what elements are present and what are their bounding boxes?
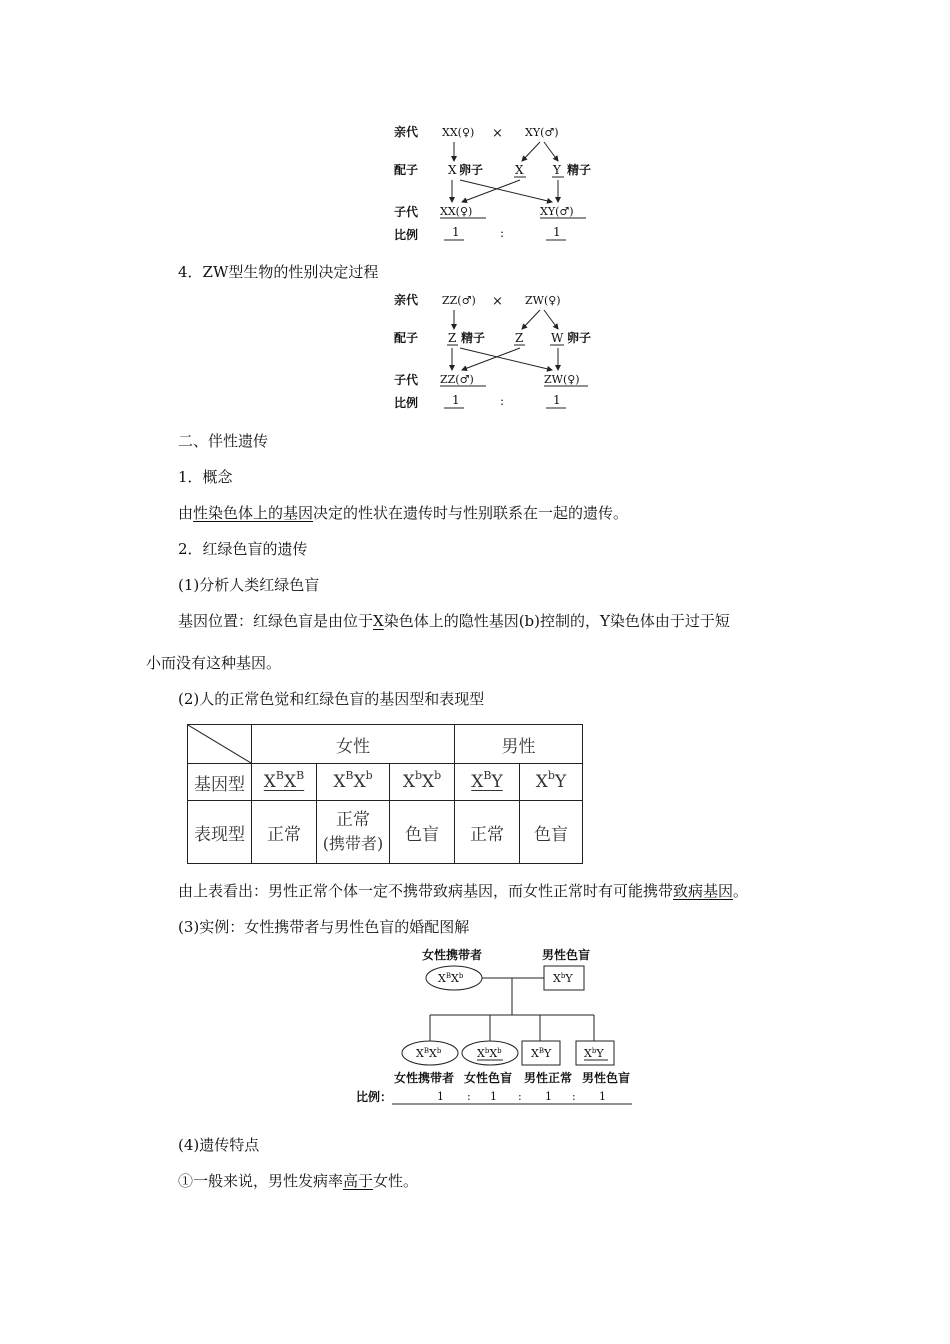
- mother-genotype: $X^BX^b$: [438, 972, 464, 985]
- text: 。: [733, 882, 749, 900]
- child-female: ZW(♀): [544, 373, 580, 386]
- gamete-y: Y: [553, 163, 561, 177]
- text: 基因位置：红绿色盲是由位于: [178, 612, 374, 630]
- genotype-table: [187, 724, 583, 864]
- ratio-value: :: [518, 1090, 522, 1103]
- genotype-cell: $X^BX^B$: [252, 764, 317, 801]
- row-label-offspring: 子代: [394, 205, 419, 219]
- feature-1: [178, 1170, 418, 1191]
- sperm-label: 精子: [567, 163, 592, 177]
- row-label-ratio: 比例: [394, 228, 419, 242]
- subheading-3: (3)实例：女性携带者与男性色盲的婚配图解: [178, 918, 470, 936]
- mother-label: 女性携带者: [422, 948, 483, 962]
- ratio-value: 1: [599, 1090, 606, 1103]
- phenotype-cell: [317, 801, 390, 864]
- ratio-value: 1: [545, 1090, 552, 1103]
- fill-answer: 性染色体上的基因: [193, 504, 314, 522]
- text: 由上表看出：男性正常个体一定不携带致病基因，而女性正常时有可能携带: [178, 882, 674, 900]
- father-label: 男性色盲: [542, 948, 591, 962]
- gamete-w: W: [551, 331, 564, 345]
- phenotype-normal: 正常: [336, 810, 370, 830]
- egg-label: 卵子: [567, 331, 592, 345]
- text: 决定的性状在遗传时与性别联系在一起的遗传。: [313, 504, 629, 522]
- text: 由: [178, 504, 194, 522]
- row-label-offspring: 子代: [394, 373, 419, 387]
- gamete-x: X: [515, 163, 524, 177]
- phenotype-cell: 色盲: [390, 801, 455, 864]
- genotype-row-label: 基因型: [188, 764, 252, 801]
- genotype-cell: $X^bY$: [520, 764, 583, 801]
- ratio-colon: :: [500, 394, 505, 408]
- fill-answer: 致病基因: [673, 882, 734, 900]
- zw-cross-diagram: [390, 286, 610, 414]
- cross-symbol: ×: [492, 126, 503, 141]
- row-label-gamete: 配子: [394, 163, 419, 177]
- phenotype-row-label: 表现型: [188, 801, 252, 864]
- child-label: 男性色盲: [582, 1071, 631, 1085]
- ratio-right: 1: [553, 225, 561, 239]
- ratio-colon: :: [500, 226, 505, 240]
- child-male: ZZ(♂): [440, 373, 474, 386]
- egg-label: 卵子: [459, 163, 484, 177]
- text: 女性。: [373, 1172, 419, 1190]
- ratio-value: :: [467, 1090, 471, 1103]
- row-label-parent: 亲代: [394, 293, 419, 307]
- subheading-1: (1)分析人类红绿色盲: [178, 576, 320, 594]
- child-male: XY(♂): [540, 205, 574, 218]
- subheading-2: (2)人的正常色觉和红绿色盲的基因型和表现型: [178, 690, 485, 708]
- concept-paragraph: [178, 502, 628, 523]
- ratio-label: 比例：: [356, 1090, 393, 1104]
- gene-position-line1: [178, 610, 730, 631]
- svg-text:XBXb: $X^BX^b$: [416, 1047, 442, 1060]
- fill-answer: 高于: [343, 1172, 374, 1190]
- diagonal-header-cell: [188, 725, 252, 764]
- svg-text:XBY: $X^BY$: [531, 1047, 552, 1060]
- phenotype-cell: 色盲: [520, 801, 583, 864]
- sperm-label: 精子: [461, 331, 486, 345]
- text: ①一般来说，男性发病率: [178, 1172, 344, 1190]
- row-label-gamete: 配子: [394, 331, 419, 345]
- ratio-value: 1: [437, 1090, 444, 1103]
- section-heading: 二、伴性遗传: [178, 432, 269, 450]
- ratio-value: :: [572, 1090, 576, 1103]
- zw-heading: 4．ZW型生物的性别决定过程: [178, 263, 379, 281]
- ratio-left: 1: [452, 393, 460, 407]
- child-female: XX(♀): [440, 205, 473, 218]
- phenotype-cell: 正常: [252, 801, 317, 864]
- ratio-right: 1: [553, 393, 561, 407]
- parent-female: ZW(♀): [525, 294, 561, 307]
- ratio-left: 1: [452, 225, 460, 239]
- xy-cross-diagram: [390, 118, 610, 246]
- parent-male: ZZ(♂): [442, 294, 476, 307]
- conclusion-paragraph: [178, 880, 748, 901]
- subheading-4: (4)遗传特点: [178, 1136, 260, 1154]
- concept-heading: 1．概念: [178, 468, 233, 486]
- child-label: 女性携带者: [394, 1071, 455, 1085]
- gene-position-line2: 小而没有这种基因。: [146, 654, 282, 672]
- svg-text:XbY: $X^bY$: [584, 1047, 604, 1060]
- row-label-parent: 亲代: [394, 125, 419, 139]
- gamete-egg: X: [448, 163, 457, 177]
- gamete-z2: Z: [515, 331, 524, 345]
- genotype-cell: $X^BX^b$: [317, 764, 390, 801]
- phenotype-cell: 正常: [455, 801, 520, 864]
- male-header: 男性: [455, 725, 583, 764]
- genotype-cell: $X^BY$: [455, 764, 520, 801]
- child-label: 男性正常: [524, 1071, 573, 1085]
- female-header: 女性: [252, 725, 455, 764]
- row-label-ratio: 比例: [394, 396, 419, 410]
- fill-answer: X: [373, 612, 384, 630]
- child-label: 女性色盲: [464, 1071, 513, 1085]
- colorblind-heading: 2．红绿色盲的遗传: [178, 540, 308, 558]
- parent-female: XX(♀): [442, 126, 475, 139]
- carrier-note: (携带者): [322, 834, 384, 853]
- gamete-z1: Z: [448, 331, 457, 345]
- pedigree-diagram: [350, 945, 650, 1110]
- text: 染色体上的隐性基因(b)控制的，Y染色体由于过于短: [383, 612, 730, 630]
- cross-symbol: ×: [492, 294, 503, 309]
- father-genotype: $X^bY$: [553, 972, 573, 985]
- svg-text:XbXb: $X^bX^b$: [477, 1047, 502, 1060]
- ratio-value: 1: [490, 1090, 497, 1103]
- genotype-cell: $X^bX^b$: [390, 764, 455, 801]
- parent-male: XY(♂): [525, 126, 559, 139]
